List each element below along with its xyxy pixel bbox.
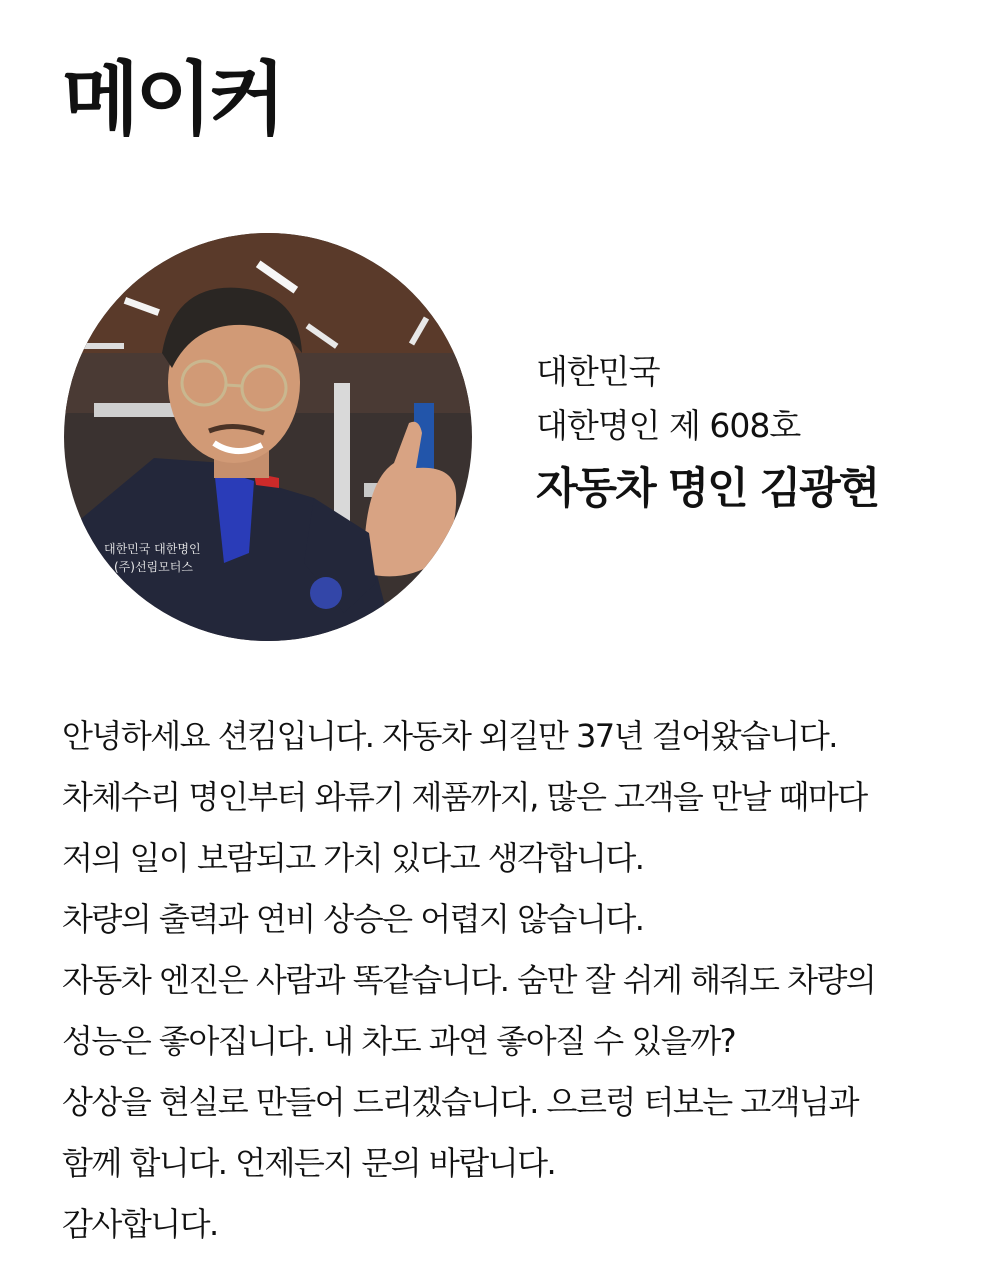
page-title: 메이커 (62, 53, 282, 146)
profile-certification: 대한명인 제 608호 (536, 406, 801, 445)
profile-country: 대한민국 (536, 352, 660, 391)
svg-text:(주)선림모터스: (주)선림모터스 (114, 560, 193, 574)
intro-line: 상상을 현실로 만들어 드리겠습니다. 으르렁 터보는 고객님과 (62, 1083, 859, 1121)
intro-line: 자동차 엔진은 사람과 똑같습니다. 숨만 잘 쉬게 해줘도 차량의 (62, 961, 876, 999)
profile-name: 자동차 명인 김광현 (536, 464, 879, 514)
intro-line: 함께 합니다. 언제든지 문의 바랍니다. (62, 1144, 556, 1182)
svg-text:대한민국 대한명인: 대한민국 대한명인 (104, 542, 201, 556)
intro-line: 차체수리 명인부터 와류기 제품까지, 많은 고객을 만날 때마다 (62, 778, 867, 816)
portrait-photo (64, 233, 472, 641)
profile-block (536, 345, 878, 517)
intro-line: 안녕하세요 션킴입니다. 자동차 외길만 37년 걸어왔습니다. (62, 717, 837, 755)
maker-portrait (64, 233, 472, 641)
intro-line: 차량의 출력과 연비 상승은 어렵지 않습니다. (62, 900, 644, 938)
intro-text (62, 706, 972, 1255)
intro-line: 감사합니다. (62, 1205, 218, 1243)
intro-line: 성능은 좋아집니다. 내 차도 과연 좋아질 수 있을까? (62, 1022, 736, 1060)
intro-line: 저의 일이 보람되고 가치 있다고 생각합니다. (62, 839, 644, 877)
